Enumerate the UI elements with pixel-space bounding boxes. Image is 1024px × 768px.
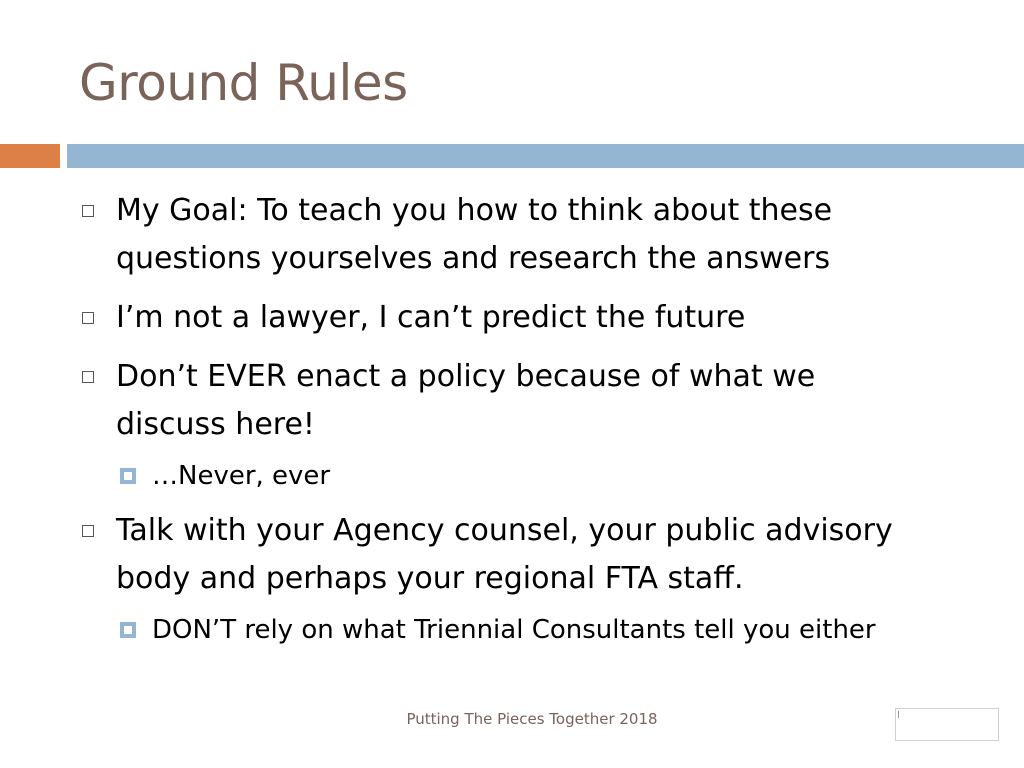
bullet-item [78,187,998,283]
slide-title: Ground Rules [79,54,408,112]
page-number-box [895,708,999,741]
bullet-text-line: Don’t EVER enact a policy because of what we [116,359,816,394]
bullet-text-line: Talk with your Agency counsel, your public advisory [116,513,893,548]
bullet-text-line: discuss here! [116,407,315,442]
hollow-square-bullet-icon [82,312,94,324]
sub-bullet-text: DON’T rely on what Triennial Consultants tell you either [152,615,876,645]
accent-bar-orange [0,144,60,168]
sub-bullet-item [78,610,998,650]
bullet-item [78,294,998,342]
bullet-text-line: I’m not a lawyer, I can’t predict the future [116,300,746,335]
bullet-text-line: My Goal: To teach you how to think about these [116,193,833,228]
slide-footer: Putting The Pieces Together 2018 [406,710,658,728]
bullet-item [78,507,998,603]
bullet-text-line: body and perhaps your regional FTA staff. [116,561,744,596]
hollow-square-bullet-icon [82,525,94,537]
hollow-square-bullet-icon [82,371,94,383]
bullet-list [78,187,998,661]
bullet-item [78,353,998,449]
sub-bullet-item [78,456,998,496]
bullet-text-line: questions yourselves and research the answers [116,241,831,276]
sub-bullet-text: …Never, ever [152,461,331,491]
accent-bar-blue [67,144,1024,168]
hollow-square-bullet-icon [82,205,94,217]
blue-square-bullet-icon [120,622,136,638]
blue-square-bullet-icon [120,468,136,484]
